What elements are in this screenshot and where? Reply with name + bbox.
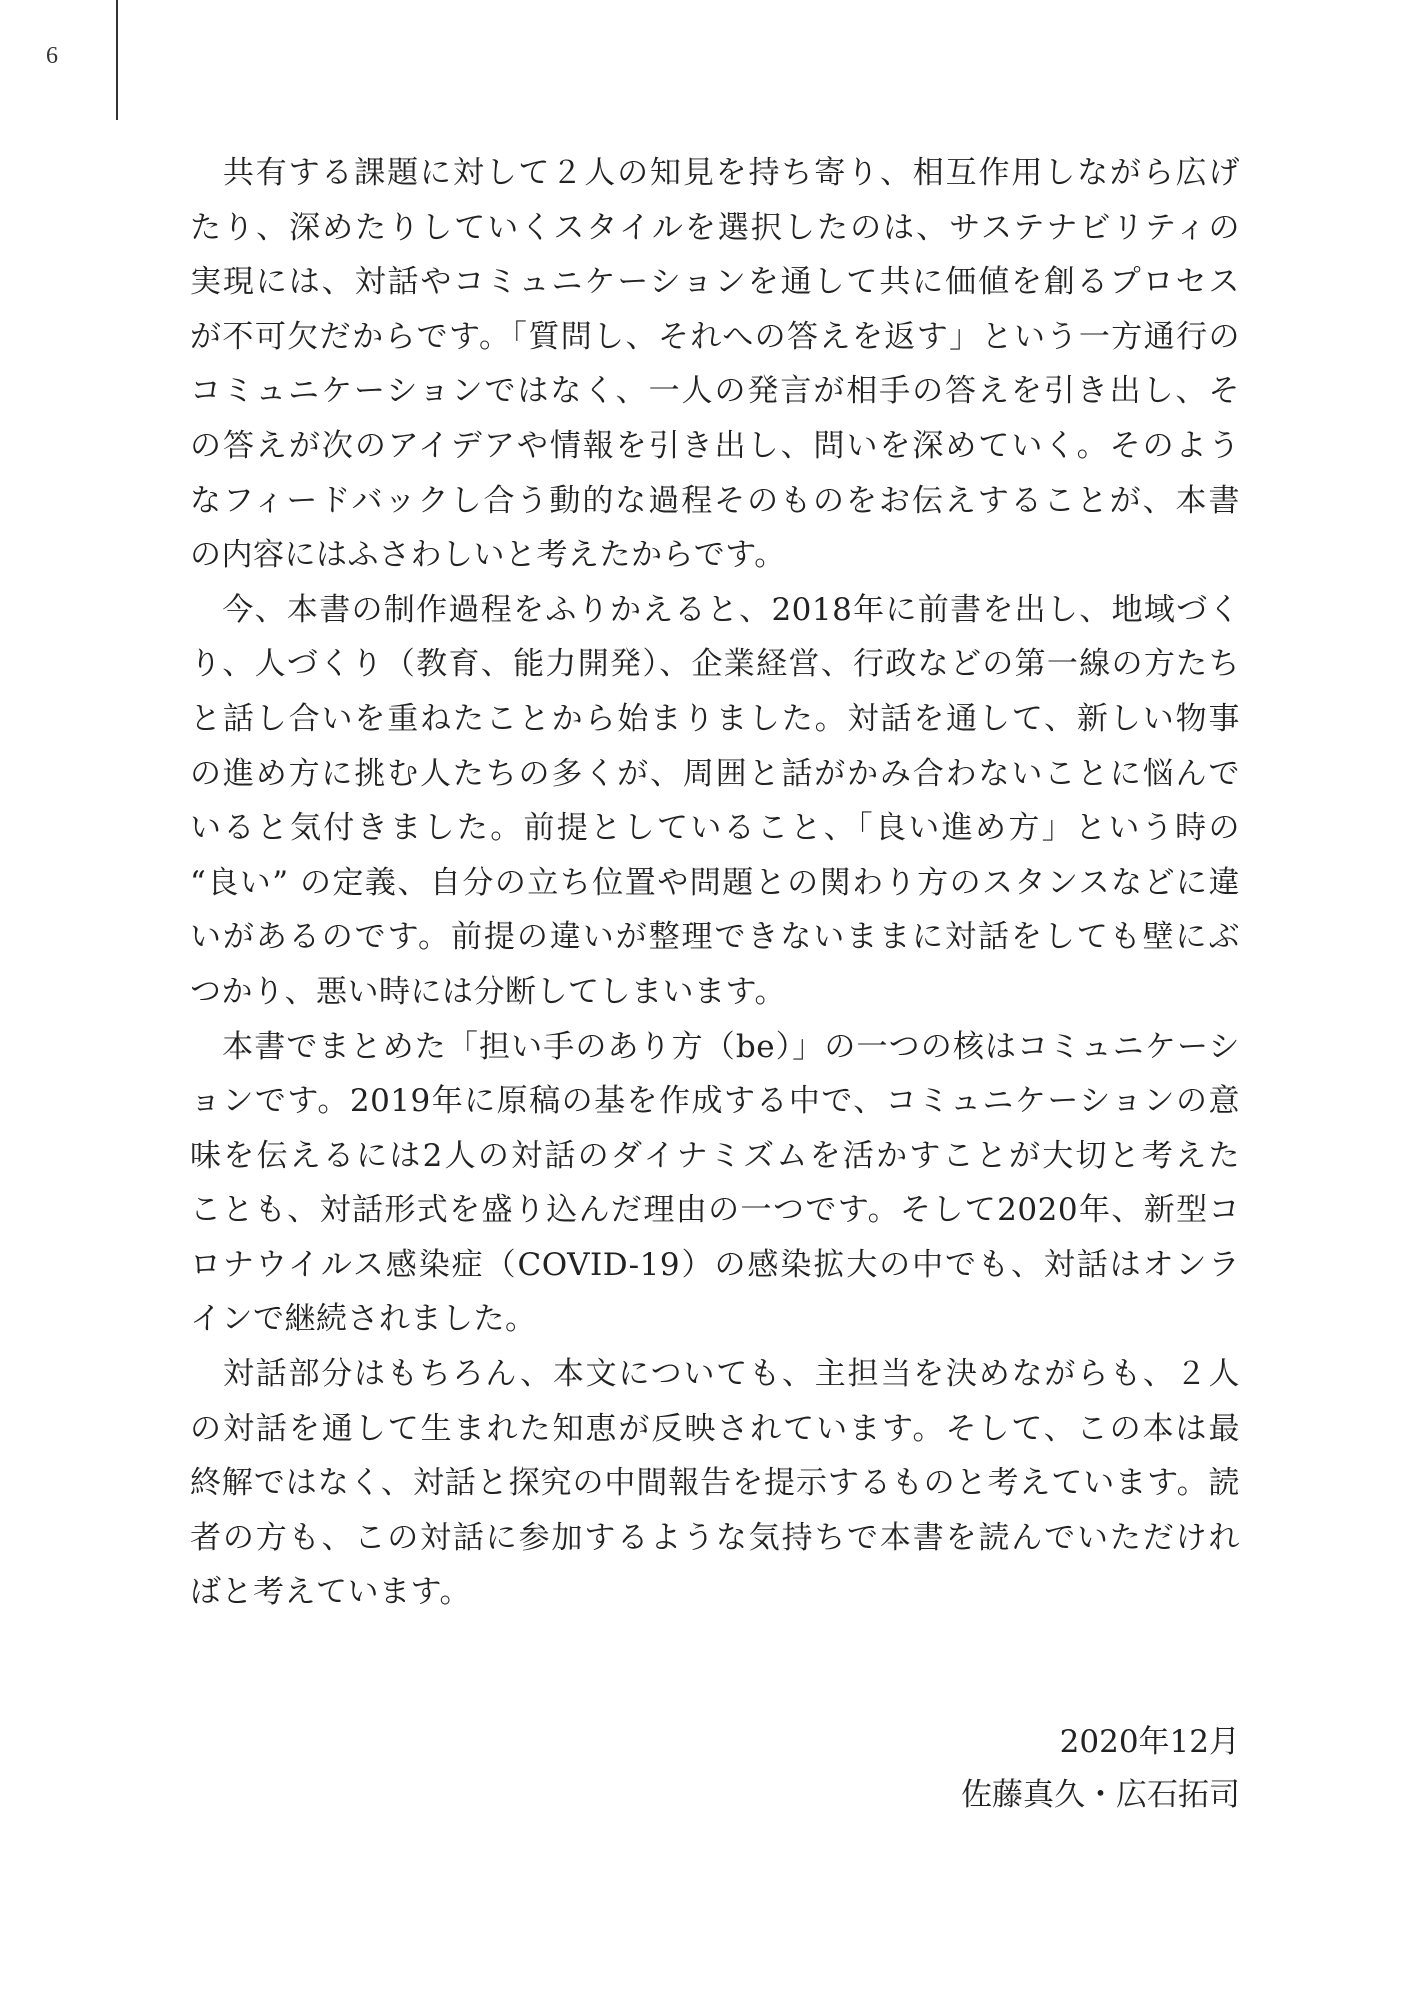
text-line: “良い” の定義、自分の立ち位置や問題との関わり方のスタンスなどに違: [190, 864, 1240, 901]
text-line: と話し合いを重ねたことから始まりました。対話を通して、新しい物事: [190, 700, 1240, 737]
text-line: なフィードバックし合う動的な過程そのものをお伝えすることが、本書: [190, 482, 1240, 519]
text-line: 対話部分はもちろん、本文についても、主担当を決めながらも、２人: [190, 1356, 1240, 1393]
text-line: ョンです。2019年に原稿の基を作成する中で、コミュニケーションの意: [190, 1083, 1240, 1120]
text-line: ことも、対話形式を盛り込んだ理由の一つです。そして2020年、新型コ: [190, 1192, 1240, 1229]
text-line: の答えが次のアイデアや情報を引き出し、問いを深めていく。そのよう: [190, 427, 1240, 464]
header-rule: [116, 0, 118, 120]
text-line: ばと考えています。: [190, 1574, 472, 1611]
text-line: の内容にはふさわしいと考えたからです。: [190, 537, 786, 574]
text-line: が不可欠だからです。「質問し、それへの答えを返す」という一方通行の: [190, 318, 1240, 355]
text-line: 者の方も、この対話に参加するような気持ちで本書を読んでいただけれ: [190, 1519, 1240, 1556]
text-line: たり、深めたりしていくスタイルを選択したのは、サステナビリティの: [190, 209, 1240, 246]
text-line: 本書でまとめた「担い手のあり方（be）」の一つの核はコミュニケーシ: [190, 1028, 1240, 1065]
text-line: 味を伝えるには2人の対話のダイナミズムを活かすことが大切と考えた: [190, 1137, 1240, 1174]
text-line: り、人づくり（教育、能力開発）、企業経営、行政などの第一線の方たち: [190, 646, 1240, 683]
body-text: [190, 146, 1240, 1620]
text-line: つかり、悪い時には分断してしまいます。: [190, 973, 787, 1010]
text-line: 実現には、対話やコミュニケーションを通して共に価値を創るプロセス: [190, 264, 1240, 301]
page-number: 6: [46, 43, 58, 69]
text-line: コミュニケーションではなく、一人の発言が相手の答えを引き出し、そ: [190, 373, 1240, 410]
text-line: インで継続されました。: [190, 1301, 537, 1338]
text-line: いがあるのです。前提の違いが整理できないままに対話をしても壁にぶ: [190, 919, 1240, 956]
text-line: 終解ではなく、対話と探究の中間報告を提示するものと考えています。読: [190, 1465, 1240, 1502]
text-line: 今、本書の制作過程をふりかえると、2018年に前書を出し、地域づく: [190, 591, 1240, 628]
signature-authors: 佐藤真久・広石拓司: [961, 1777, 1240, 1813]
signature-block: [961, 1716, 1240, 1822]
text-line: いると気付きました。前提としていること、「良い進め方」という時の: [190, 810, 1240, 847]
text-line: の進め方に挑む人たちの多くが、周囲と話がかみ合わないことに悩んで: [190, 755, 1240, 792]
text-line: 共有する課題に対して２人の知見を持ち寄り、相互作用しながら広げ: [190, 155, 1240, 191]
signature-date: 2020年12月: [1059, 1724, 1240, 1760]
text-line: の対話を通して生まれた知恵が反映されています。そして、この本は最: [190, 1410, 1240, 1447]
text-line: ロナウイルス感染症（COVID-19）の感染拡大の中でも、対話はオンラ: [190, 1246, 1240, 1283]
